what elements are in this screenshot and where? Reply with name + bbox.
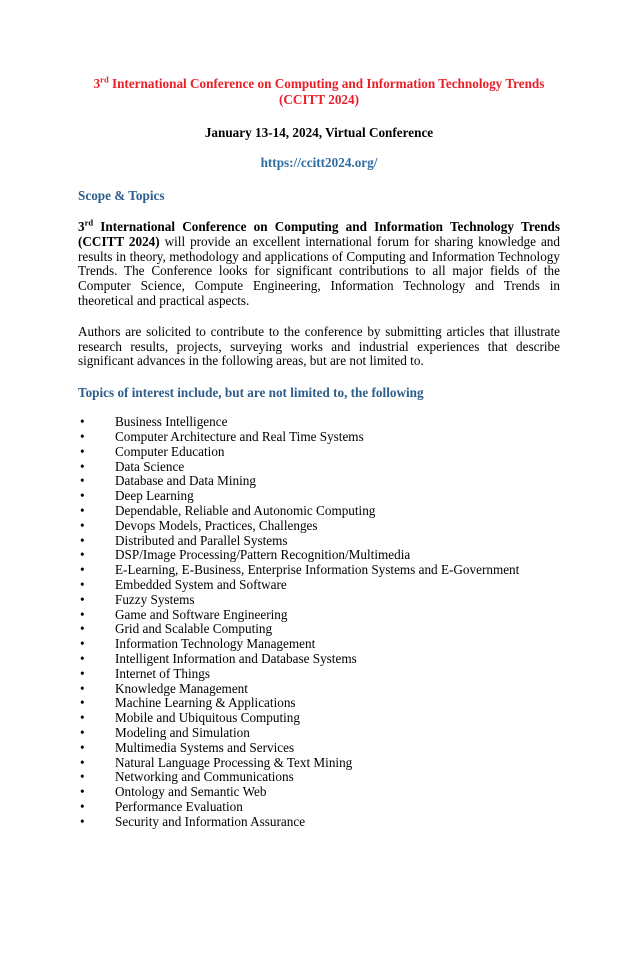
list-item [80,695,560,711]
bullet-icon: • [80,576,85,592]
list-item [80,680,560,697]
scope-paragraph [78,217,560,309]
topic-label: Modeling and Simulation [115,724,250,740]
list-item [80,606,560,623]
bullet-icon: • [80,517,85,533]
list-item [80,576,560,593]
list-item [80,562,560,578]
bullet-icon: • [80,591,85,607]
bullet-icon: • [80,636,85,652]
list-item [80,650,560,667]
topic-label: Database and Data Mining [115,473,256,489]
topic-label: Ontology and Semantic Web [115,784,267,800]
bullet-icon: • [80,665,85,681]
bullet-icon: • [80,813,85,829]
bullet-icon: • [80,606,85,622]
list-item [80,665,560,682]
bullet-icon: • [80,680,85,696]
list-item [80,443,560,460]
bullet-icon: • [80,739,85,755]
list-item [80,547,560,563]
scope-bold-text: International Conference on Computing and Information Technology Trends (CCITT 2024) [78,219,560,249]
topic-label: Data Science [115,458,185,474]
bullet-icon: • [80,547,85,563]
topic-label: Performance Evaluation [115,798,243,814]
bullet-icon: • [80,621,85,637]
conference-url-link[interactable]: https://ccitt2024.org/ [260,155,378,170]
document-page [0,76,638,978]
list-item [80,636,560,652]
bullet-icon: • [80,710,85,726]
topic-label: DSP/Image Processing/Pattern Recognition/Multimedia [115,547,411,563]
list-item [80,502,560,519]
topic-label: Fuzzy Systems [115,591,195,607]
conference-title [78,76,560,108]
topic-label: Computer Architecture and Real Time Systems [115,428,364,444]
bullet-icon: • [80,784,85,800]
topic-label: Information Technology Management [115,636,316,652]
list-item [80,769,560,785]
list-item [80,488,560,504]
topic-label: Machine Learning & Applications [115,695,296,711]
bullet-icon: • [80,428,85,444]
bullet-icon: • [80,695,85,711]
title-line1-text: International Conference on Computing and Information Technology Trends [108,76,545,91]
topic-label: Multimedia Systems and Services [115,739,295,755]
list-item [80,428,560,445]
list-item [80,517,560,534]
topic-label: Knowledge Management [115,680,248,696]
bullet-icon: • [80,754,85,770]
bullet-icon: • [80,724,85,740]
topic-label: Security and Information Assurance [115,813,306,829]
topic-label: Business Intelligence [115,414,228,430]
scope-body-text: will provide an excellent international forum for sharing knowledge and results in theory, methodology and applications of Computing and Information Technology Trends. The Conference looks for significant contributions to all major fields of the Computer Science, Compute Engineering, Information Technology and Trends in theoretical and practical aspects. [78,233,560,308]
conference-dates: January 13-14, 2024, Virtual Conference [204,125,434,140]
list-item [80,532,560,549]
topic-label: Grid and Scalable Computing [115,621,273,637]
list-item [80,414,560,430]
list-item [80,724,560,741]
list-item [80,473,560,489]
topic-label: Intelligent Information and Database Systems [115,650,357,666]
conference-title-line2: (CCITT 2024) [279,92,359,107]
bullet-icon: • [80,473,85,489]
bullet-icon: • [80,414,85,430]
topic-label: Internet of Things [115,665,210,681]
scope-ordinal-suffix: rd [84,217,94,228]
topic-label: Networking and Communications [115,769,294,785]
topic-label: E-Learning, E-Business, Enterprise Information Systems and E-Government [115,562,520,578]
topics-list [78,415,560,829]
bullet-icon: • [80,458,85,474]
topic-label: Game and Software Engineering [115,606,288,622]
topic-label: Devops Models, Practices, Challenges [115,517,318,533]
bullet-icon: • [80,798,85,814]
list-item [80,591,560,608]
bullet-icon: • [80,443,85,459]
list-item [80,710,560,726]
conference-title-line1 [78,76,560,92]
scope-ordinal-number: 3 [78,219,85,234]
bullet-icon: • [80,532,85,548]
topic-label: Natural Language Processing & Text Mining [115,754,353,770]
topics-heading: Topics of interest include, but are not limited to, the following [78,385,424,401]
bullet-icon: • [80,562,85,578]
bullet-icon: • [80,502,85,518]
topic-label: Distributed and Parallel Systems [115,532,288,548]
topic-label: Dependable, Reliable and Autonomic Computing [115,502,376,518]
list-item [80,754,560,771]
list-item [80,458,560,475]
list-item [80,621,560,637]
bullet-icon: • [80,769,85,785]
authors-paragraph: Authors are solicited to contribute to the conference by submitting articles that illustrate research results, projects, surveying works and industrial experiences that describe significant advances in the following areas, but are not limited to. [78,323,560,369]
bullet-icon: • [80,650,85,666]
topic-label: Embedded System and Software [115,576,287,592]
topic-label: Deep Learning [115,488,194,504]
list-item [80,798,560,815]
list-item [80,739,560,756]
list-item [80,813,560,830]
topic-label: Mobile and Ubiquitous Computing [115,710,300,726]
topic-label: Computer Education [115,443,225,459]
list-item [80,784,560,800]
title-ordinal-number: 3 [93,76,101,91]
bullet-icon: • [80,488,85,504]
title-ordinal-suffix: rd [100,74,109,85]
scope-heading: Scope & Topics [78,188,165,203]
